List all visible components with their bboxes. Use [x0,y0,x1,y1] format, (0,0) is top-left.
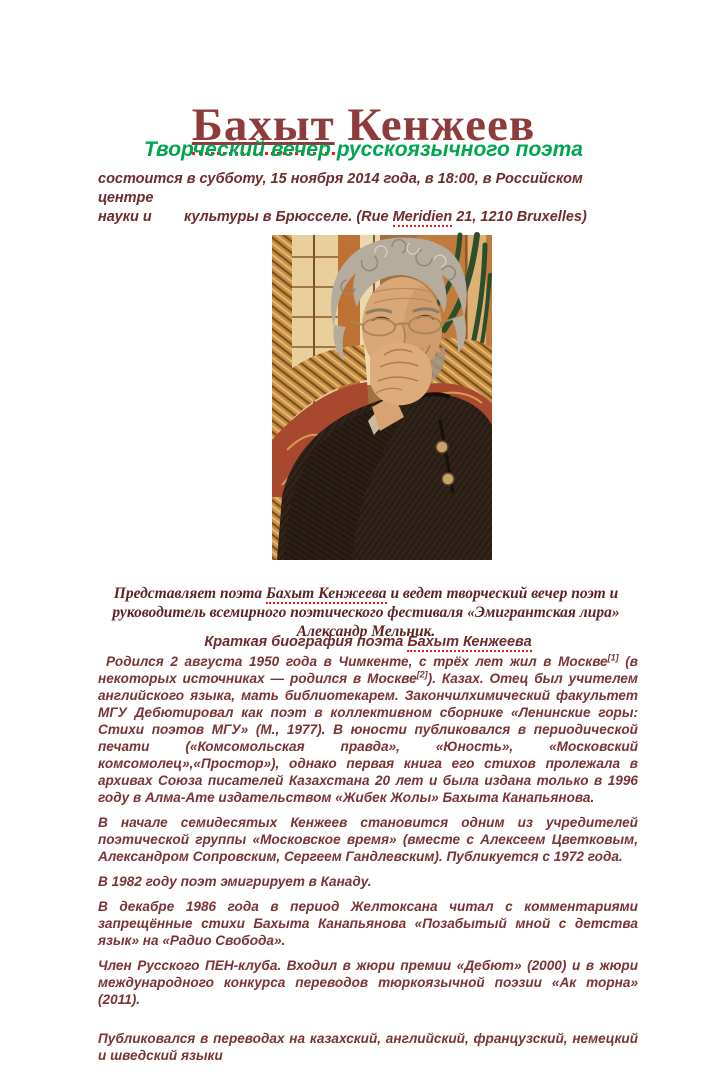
presenter-note [88,584,644,641]
presenter-mid: и ведет творческий вечер поэт и руководитель всемирного поэтического фестиваля «Эмигрантская лира» [112,585,623,621]
bio-heading-pre: Краткая биография поэта [204,634,408,650]
event-details [98,170,638,227]
bio-heading-name: Бахыт Кенжеева [407,634,532,650]
bio-paragraph-2: В начале семидесятых Кенжеев становится одним из учредителей поэтической группы «Московское время» (вместе с Алексеем Цветковым, Александром Сопровским, Сергеем Гандлевским). Публикуется с 1972 года. [98,815,638,864]
bio-paragraph-6: Публиковался в переводах на казахский, английский, французский, немецкий и шведский языки [98,1031,638,1063]
bio-paragraph-5: Член Русского ПЕН-клуба. Входил в жюри премии «Дебют» (2000) и в жюри международного конкурса переводов тюркоязычной поэзии «Ак торна» (2011). [98,958,638,1007]
event-line2-post: 21, 1210 Bruxelles) [452,209,587,225]
title-name-last: Кенжеев [347,99,536,152]
presenter-gap [620,604,659,621]
subtitle: Творческий вечер русскоязычного поэта [144,138,583,161]
henley-button [442,473,454,485]
bio-heading [98,634,638,650]
hand [370,343,432,406]
poet-photo [272,235,492,560]
footnote-ref-1: [1] [607,652,619,663]
presenter-pre: Представляет поэта [113,585,267,602]
event-line1: состоится в субботу, 15 ноября 2014 года, в 18:00, в Российском центре [98,171,587,206]
bio-paragraph-1: Родился 2 августа 1950 года в Чимкенте, с трёх лет жил в Москве[1] (в некоторых источниках — родился в Москве[2]). Казах. Отец был учителем английского языка, мать библиотекарем. Закончилхимический факультет МГУ Дебютировал как поэт в коллективном сборнике «Ленинские горы: Стихи поэтов МГУ» (М., 1977). В юности публиковался в периодической печати («Комсомольская правда», «Юность», «Московский комсомолец»,«Простор»), однако первая книга его стихов пролежала в архивах Союза писателей Казахстана 20 лет и была издана только в 1996 году в Алма-Ате издательством «Жибек Жолы» Бахыта Канапьянова. [98,652,638,805]
bio-paragraph-4: В декабре 1986 года в период Желтоксана читал с комментариями запрещённые стихи Бахыта Канапьянова «Позабытый мной с детства язык» на «Радио Свобода». [98,899,638,948]
event-line2-pre: науки и культуры в Брюсселе. (Rue [98,209,393,225]
poet-photo-illustration [272,235,492,560]
event-address-word: Meridien [392,209,453,225]
presenter-host-name: Александр Мельник. [296,623,436,640]
presenter-poet-name: Бахыт Кенжеева [266,585,387,602]
footnote-ref-2: [2] [416,669,428,680]
biography-text [98,653,638,1072]
bio-paragraph-3: В 1982 году поэт эмигрирует в Канаду. [98,874,372,889]
title-name-first: Бахыт [192,99,335,155]
henley-button [436,441,448,453]
